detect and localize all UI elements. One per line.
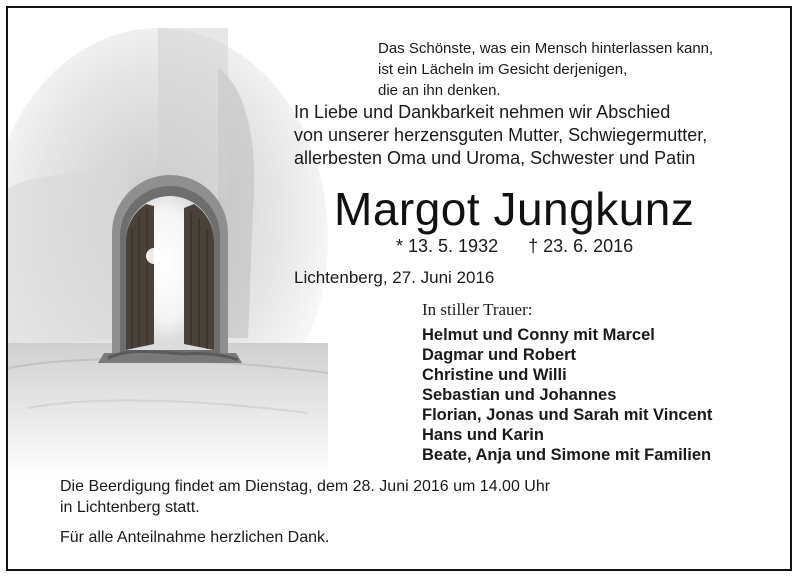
birth-date: * 13. 5. 1932 — [396, 236, 499, 256]
obituary-notice — [6, 6, 792, 571]
epigraph-quote: Das Schönste, was ein Mensch hinterlassen kann, ist ein Lächeln im Gesicht derjenigen, die an ihn denken. — [378, 40, 714, 99]
list-item: Florian, Jonas und Sarah mit Vincent — [422, 406, 713, 424]
list-item: Helmut und Conny mit Marcel — [422, 326, 655, 344]
list-item: Beate, Anja und Simone mit Familien — [422, 446, 712, 464]
list-item: Hans und Karin — [422, 426, 544, 444]
arched-door-icon — [8, 8, 328, 478]
mourners-list — [422, 325, 712, 465]
funeral-info: Die Beerdigung findet am Dienstag, dem 28. Juni 2016 um 14.00 Uhr in Lichtenberg statt. — [60, 478, 551, 516]
list-item: Sebastian und Johannes — [422, 386, 617, 404]
death-date: † 23. 6. 2016 — [528, 236, 634, 256]
life-dates — [396, 235, 633, 257]
list-item: Dagmar und Robert — [422, 346, 577, 364]
deceased-name: Margot Jungkunz — [334, 183, 695, 235]
mourning-label: In stiller Trauer: — [422, 300, 533, 319]
list-item: Christine und Willi — [422, 366, 567, 384]
intro-text: In Liebe und Dankbarkeit nehmen wir Abschied von unserer herzensguten Mutter, Schwiegermutter, allerbesten Oma und Uroma, Schwester und Patin — [294, 102, 708, 168]
thanks-text: Für alle Anteilnahme herzlichen Dank. — [60, 529, 330, 546]
place-date: Lichtenberg, 27. Juni 2016 — [294, 268, 495, 287]
